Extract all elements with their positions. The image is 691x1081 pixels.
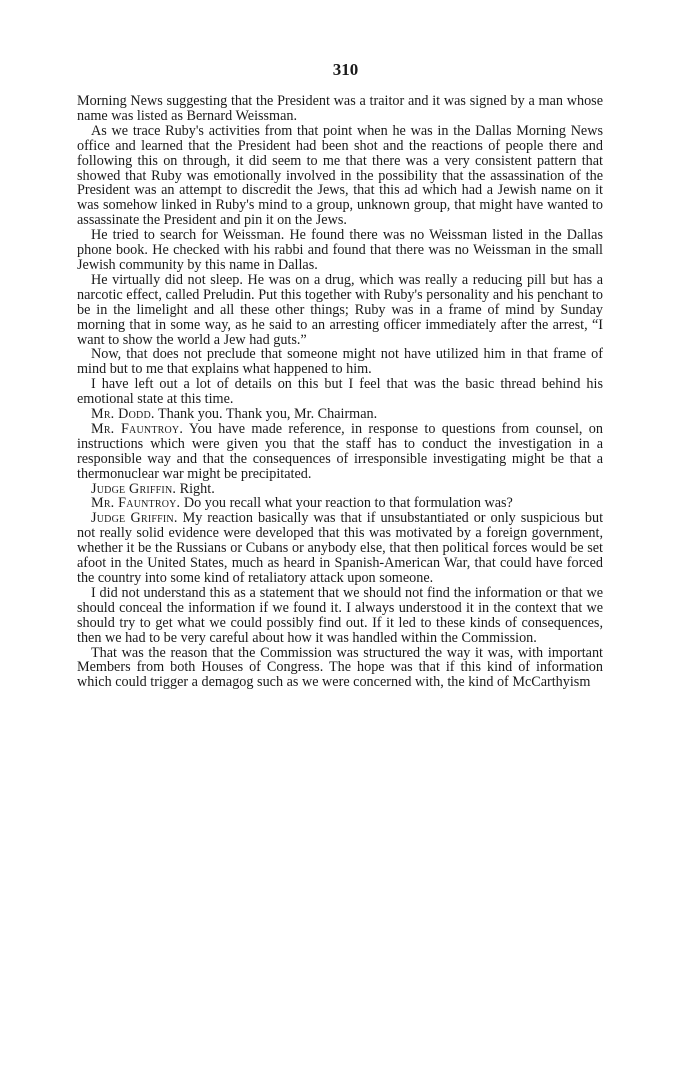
paragraph — [77, 511, 603, 586]
speaker-name: Mr. Dodd. — [91, 406, 155, 423]
paragraph-text: As we trace Ruby's activities from that point when he was in the Dallas Morning News office and learned that the President had been shot and the reactions of people there and following this on through, it did seem to me that there was a very consistent pattern that showed that Ruby was emotionally involved in the possibility that the assassination of the President was an attempt to discredit the Jews, that this ad which had a Jewish name on it was somehow linked in Ruby's mind to a group, unknown group, that might have wanted to assassinate the President and pin it on the Jews. — [77, 122, 603, 229]
paragraph — [77, 94, 603, 124]
paragraph-text: I have left out a lot of details on this but I feel that was the basic thread behind his emotional state at this time. — [77, 376, 603, 408]
paragraph-text: He virtually did not sleep. He was on a drug, which was really a reducing pill but has a narcotic effect, called Preludin. Put this together with Ruby's personality and his penchant to be in the limelight and all these other things; Ruby was in a frame of mind by Sunday morning that in some way, as he said to an arresting officer immediately after the arrest, “I want to show the world a Jew had guts.” — [77, 271, 603, 348]
paragraph — [77, 496, 603, 511]
body-text — [77, 94, 603, 690]
paragraph — [77, 273, 603, 348]
paragraph — [77, 407, 603, 422]
paragraph — [77, 377, 603, 407]
paragraph-text: That was the reason that the Commission was structured the way it was, with important Members from both Houses of Congress. The hope was that if this kind of information which could trigger a demagog such as we were concerned with, the kind of McCarthyism — [77, 644, 603, 691]
paragraph-text: Thank you. Thank you, Mr. Chairman. — [157, 406, 378, 423]
speaker-name: Mr. Fauntroy. — [91, 495, 181, 512]
speaker-name: Judge Griffin. — [91, 510, 178, 527]
paragraph-text: My reaction basically was that if unsubstantiated or only suspicious but not really solid evidence were developed that this was motivated by a foreign government, whether it be the Russians or Cubans or anybody else, that then political forces would be set afoot in the United States, much as heard in Spanish-American War, that could have forced the country into some kind of retaliatory attack upon someone. — [77, 510, 604, 586]
paragraph-text: Now, that does not preclude that someone might not have utilized him in that frame of mind but to me that explains what happened to him. — [77, 346, 603, 378]
speaker-name: Mr. Fauntroy. — [91, 420, 184, 437]
paragraph-text: Morning News suggesting that the President was a traitor and it was signed by a man whose name was listed as Bernard Weissman. — [77, 93, 603, 124]
paragraph — [77, 347, 603, 377]
paragraph — [77, 422, 603, 482]
paragraph-text: I did not understand this as a statement that we should not find the information or that we should conceal the information if we found it. I always understood it in the context that we should try to get what we could possibly find out. If it led to these kinds of consequences, then we had to be very careful about how it was handled within the Commission. — [77, 584, 603, 646]
paragraph-text: Do you recall what your reaction to that formulation was? — [183, 495, 513, 512]
paragraph-text: He tried to search for Weissman. He found there was no Weissman listed in the Dallas phone book. He checked with his rabbi and found that there was no Weissman in the small Jewish community by this name in Dallas. — [77, 227, 603, 273]
paragraph — [77, 586, 603, 646]
page-number: 310 — [332, 60, 359, 79]
speaker-name: Judge Griffin. — [91, 480, 177, 497]
paragraph — [77, 482, 603, 497]
paragraph — [77, 228, 603, 273]
paragraph — [77, 124, 603, 228]
paragraph-text: You have made reference, in response to questions from counsel, on instructions which were given you that the staff has to conduct the investigation in a responsible way and that the consequences of irresponsible investigating might be that a thermonuclear war might be precipitated. — [77, 420, 603, 482]
paragraph — [77, 646, 603, 691]
paragraph-text: Right. — [179, 480, 215, 497]
